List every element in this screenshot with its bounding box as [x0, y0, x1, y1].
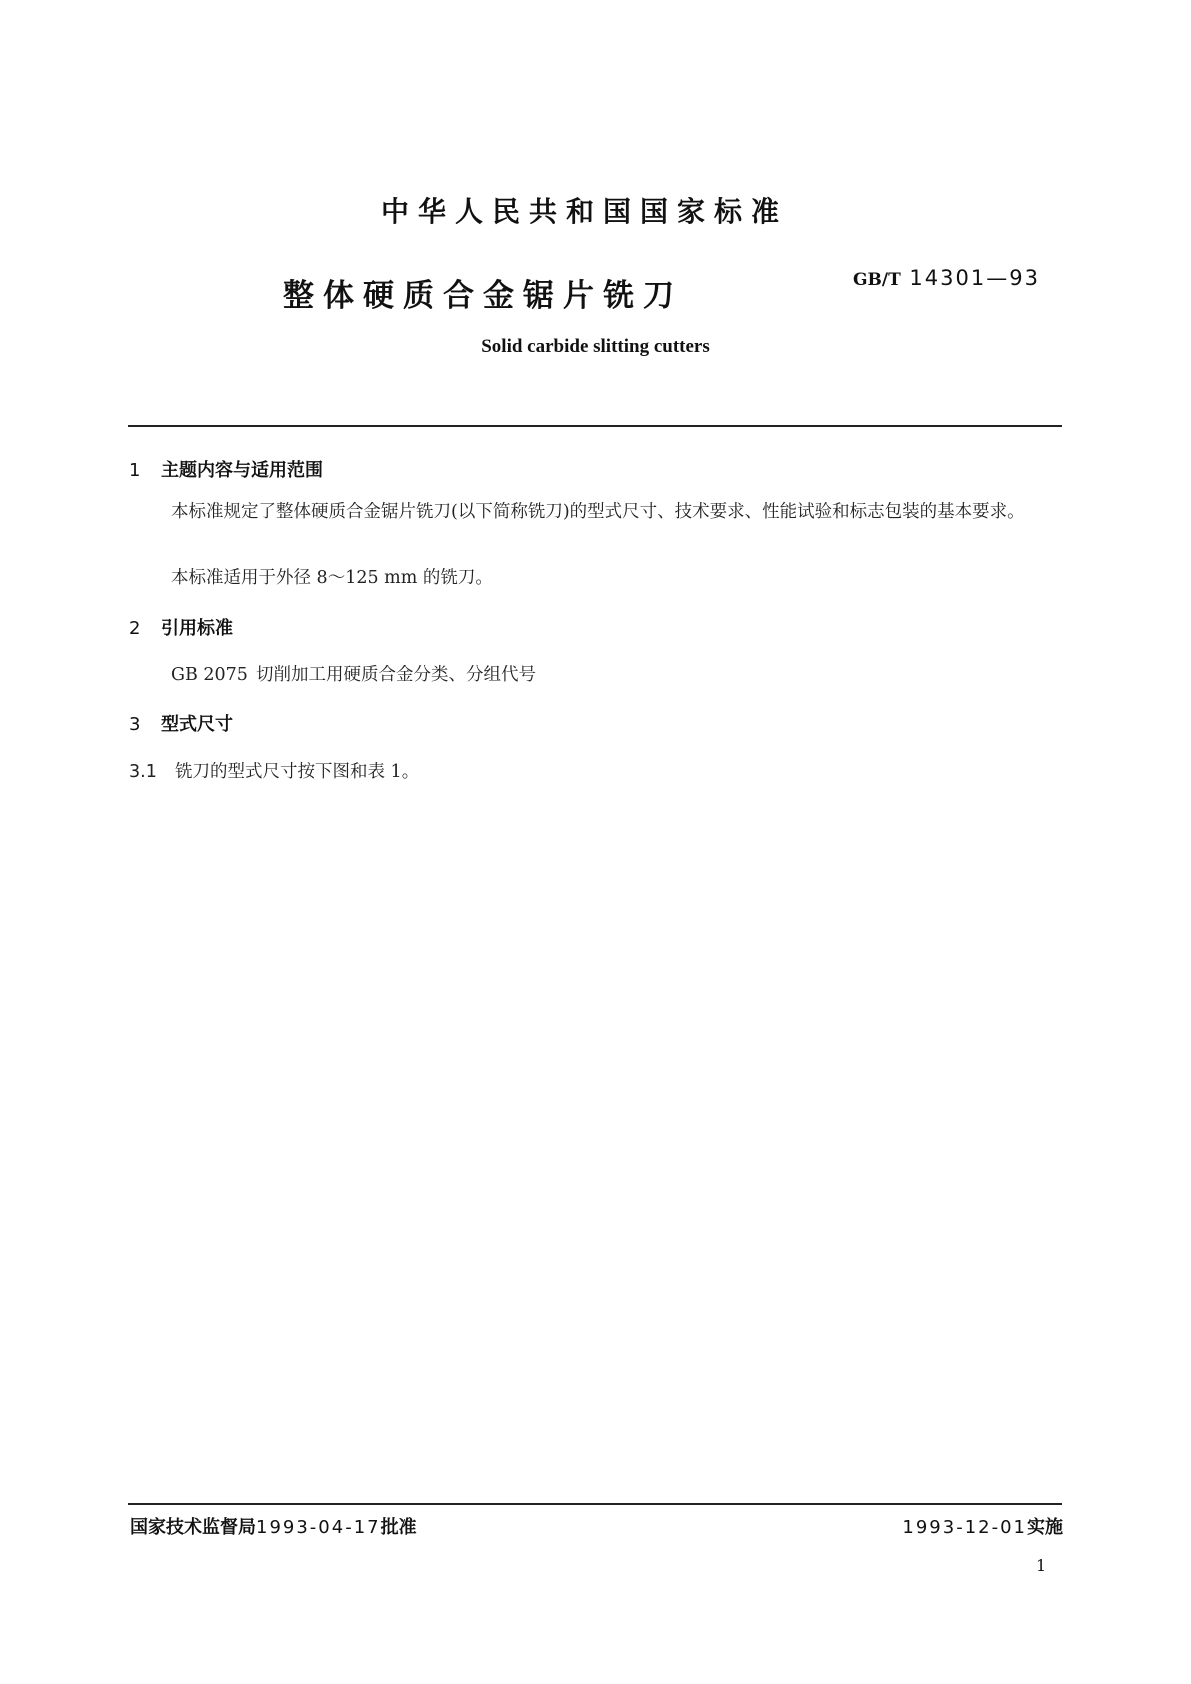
section-number: 1 [129, 460, 141, 481]
page-number: 1 [1036, 1556, 1047, 1575]
standard-code: 14301—93 [900, 266, 1040, 290]
issuer: 国家技术监督局 [130, 1517, 256, 1538]
section-title: 型式尺寸 [161, 714, 233, 735]
effective-label: 实施 [1027, 1517, 1063, 1538]
section-title: 引用标准 [161, 618, 233, 639]
footer-divider [128, 1503, 1062, 1505]
applicability-paragraph: 本标准适用于外径 8～125 mm 的铣刀。 [171, 568, 493, 588]
reference-code: GB 2075 [171, 665, 248, 685]
effective-date: 1993-12-01 [902, 1517, 1027, 1538]
section-heading-2 [129, 614, 233, 640]
standard-title-cn: 整体硬质合金锯片铣刀 [283, 278, 683, 314]
approval-line [130, 1513, 417, 1539]
approval-date: 1993-04-17 [256, 1517, 381, 1538]
section-title: 主题内容与适用范围 [161, 460, 323, 481]
header-divider [128, 425, 1062, 427]
reference-title: 切削加工用硬质合金分类、分组代号 [256, 665, 536, 685]
standard-number [853, 266, 1040, 290]
section-heading-1 [129, 456, 323, 482]
approval-label: 批准 [380, 1517, 417, 1538]
standard-title-en: Solid carbide slitting cutters [481, 336, 710, 357]
section-number: 3 [129, 714, 141, 735]
reference-item [171, 659, 536, 691]
standard-prefix: GB/T [853, 270, 901, 290]
clause-3-1 [129, 756, 419, 788]
national-standard-heading: 中华人民共和国国家标准 [380, 195, 788, 228]
clause-text: 铣刀的型式尺寸按下图和表 1。 [175, 762, 420, 782]
effective-line [902, 1513, 1063, 1539]
section-heading-3 [129, 710, 233, 736]
section-number: 2 [129, 618, 141, 639]
clause-number: 3.1 [129, 762, 157, 782]
scope-paragraph: 本标准规定了整体硬质合金锯片铣刀(以下简称铣刀)的型式尺寸、技术要求、性能试验和标志包装的基本要求。 [171, 502, 1025, 522]
